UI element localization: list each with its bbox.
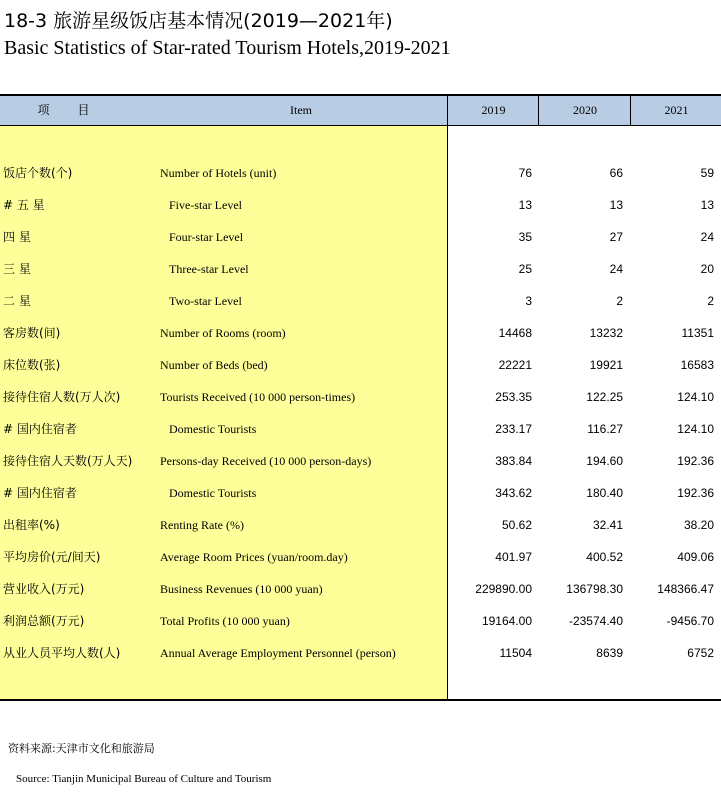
source-note-cn: 资料来源:天津市文化和旅游局 xyxy=(8,742,155,755)
row-label-cn: 客房数(间) xyxy=(3,326,61,340)
value-2021: 124.10 xyxy=(677,422,714,436)
table-header xyxy=(0,96,721,126)
value-2020: 136798.30 xyxy=(566,582,623,596)
row-label-en: Domestic Tourists xyxy=(169,422,257,436)
value-2020: 66 xyxy=(609,166,623,180)
row-label-en: Number of Hotels (unit) xyxy=(160,166,277,180)
header-year-2019: 2019 xyxy=(447,96,539,125)
table-row xyxy=(0,317,721,349)
value-2020: 19921 xyxy=(589,358,623,372)
table-row xyxy=(0,189,721,221)
header-year-2020: 2020 xyxy=(538,96,631,125)
value-2019: 25 xyxy=(518,262,532,276)
table-row xyxy=(0,477,721,509)
value-2020: 27 xyxy=(609,230,623,244)
row-label-cn: 平均房价(元/间天) xyxy=(3,550,101,564)
row-label-cn: 床位数(张) xyxy=(3,358,61,372)
value-2021: -9456.70 xyxy=(666,614,714,628)
value-2020: 2 xyxy=(616,294,623,308)
value-2021: 124.10 xyxy=(677,390,714,404)
value-2021: 13 xyxy=(700,198,714,212)
value-2021: 2 xyxy=(707,294,714,308)
value-2021: 6752 xyxy=(687,646,714,660)
header-item-en: Item xyxy=(290,103,312,117)
value-2020: 13 xyxy=(609,198,623,212)
row-label-en: Number of Rooms (room) xyxy=(160,326,286,340)
value-2020: 32.41 xyxy=(592,518,623,532)
value-2020: 24 xyxy=(609,262,623,276)
row-label-en: Average Room Prices (yuan/room.day) xyxy=(160,550,348,564)
row-label-cn: 饭店个数(个) xyxy=(3,166,73,180)
table-bottom-rule xyxy=(0,699,721,701)
value-2021: 192.36 xyxy=(677,486,714,500)
table-row xyxy=(0,605,721,637)
row-label-cn: # 国内住宿者 xyxy=(3,422,77,436)
value-2021: 11351 xyxy=(681,326,714,340)
row-label-en: Number of Beds (bed) xyxy=(160,358,268,372)
page-title-cn: 18-3 旅游星级饭店基本情况(2019—2021年) xyxy=(4,10,393,32)
value-2021: 16583 xyxy=(680,358,714,372)
value-2019: 14468 xyxy=(498,326,532,340)
value-2019: 50.62 xyxy=(501,518,532,532)
table-row xyxy=(0,157,721,189)
row-label-en: Tourists Received (10 000 person-times) xyxy=(160,390,356,404)
value-2019: 383.84 xyxy=(495,454,532,468)
row-label-cn: 利润总额(万元) xyxy=(3,614,85,628)
row-label-cn: 接待住宿人数(万人次) xyxy=(3,390,121,404)
value-2019: 233.17 xyxy=(495,422,532,436)
table-row xyxy=(0,285,721,317)
value-2019: 229890.00 xyxy=(475,582,532,596)
row-label-cn: 出租率(%) xyxy=(3,518,60,532)
value-2020: 116.27 xyxy=(587,422,623,436)
header-item-cn: 项目 xyxy=(37,103,118,117)
row-label-cn: # 五 星 xyxy=(3,198,45,212)
row-label-en: Three-star Level xyxy=(169,262,249,276)
row-label-en: Renting Rate (%) xyxy=(160,518,244,532)
value-2021: 59 xyxy=(700,166,714,180)
value-2019: 19164.00 xyxy=(481,614,532,628)
value-2021: 38.20 xyxy=(683,518,714,532)
row-label-cn: 三 星 xyxy=(3,262,31,276)
table-row xyxy=(0,349,721,381)
table-row xyxy=(0,413,721,445)
table-row xyxy=(0,509,721,541)
page-title-en: Basic Statistics of Star-rated Tourism Hotels,2019-2021 xyxy=(4,37,451,59)
value-2020: 194.60 xyxy=(586,454,623,468)
table-row xyxy=(0,637,721,669)
row-label-en: Four-star Level xyxy=(169,230,244,244)
row-label-cn: 营业收入(万元) xyxy=(3,582,85,596)
value-2019: 35 xyxy=(518,230,532,244)
table-row xyxy=(0,541,721,573)
row-label-en: Five-star Level xyxy=(169,198,242,212)
value-2019: 76 xyxy=(518,166,532,180)
value-2021: 20 xyxy=(700,262,714,276)
row-label-cn: 接待住宿人天数(万人天) xyxy=(3,454,133,468)
table-row xyxy=(0,253,721,285)
value-2019: 401.97 xyxy=(495,550,532,564)
row-label-cn: 四 星 xyxy=(3,230,31,244)
header-year-2021: 2021 xyxy=(630,96,721,125)
value-2021: 409.06 xyxy=(677,550,714,564)
value-2019: 11504 xyxy=(499,646,532,660)
value-2020: -23574.40 xyxy=(568,614,623,628)
row-label-en: Two-star Level xyxy=(169,294,242,308)
table-row xyxy=(0,445,721,477)
row-label-en: Persons-day Received (10 000 person-days) xyxy=(160,454,372,468)
row-label-cn: # 国内住宿者 xyxy=(3,486,77,500)
value-2020: 8639 xyxy=(596,646,623,660)
value-2020: 122.25 xyxy=(586,390,623,404)
table-row xyxy=(0,573,721,605)
value-2021: 24 xyxy=(700,230,714,244)
value-2020: 13232 xyxy=(589,326,623,340)
value-2019: 343.62 xyxy=(495,486,532,500)
table-row xyxy=(0,381,721,413)
value-2019: 3 xyxy=(525,294,532,308)
table-row xyxy=(0,221,721,253)
value-2019: 13 xyxy=(518,198,532,212)
value-2019: 22221 xyxy=(498,358,532,372)
value-2021: 148366.47 xyxy=(657,582,714,596)
value-2019: 253.35 xyxy=(495,390,532,404)
value-2020: 180.40 xyxy=(586,486,623,500)
row-label-en: Total Profits (10 000 yuan) xyxy=(160,614,290,628)
row-label-cn: 从业人员平均人数(人) xyxy=(3,646,121,660)
source-note-en: Source: Tianjin Municipal Bureau of Culture and Tourism xyxy=(16,773,272,785)
value-2020: 400.52 xyxy=(586,550,623,564)
row-label-en: Business Revenues (10 000 yuan) xyxy=(160,582,323,596)
row-label-en: Annual Average Employment Personnel (person) xyxy=(160,646,396,660)
value-2021: 192.36 xyxy=(677,454,714,468)
row-label-cn: 二 星 xyxy=(3,294,31,308)
row-label-en: Domestic Tourists xyxy=(169,486,257,500)
